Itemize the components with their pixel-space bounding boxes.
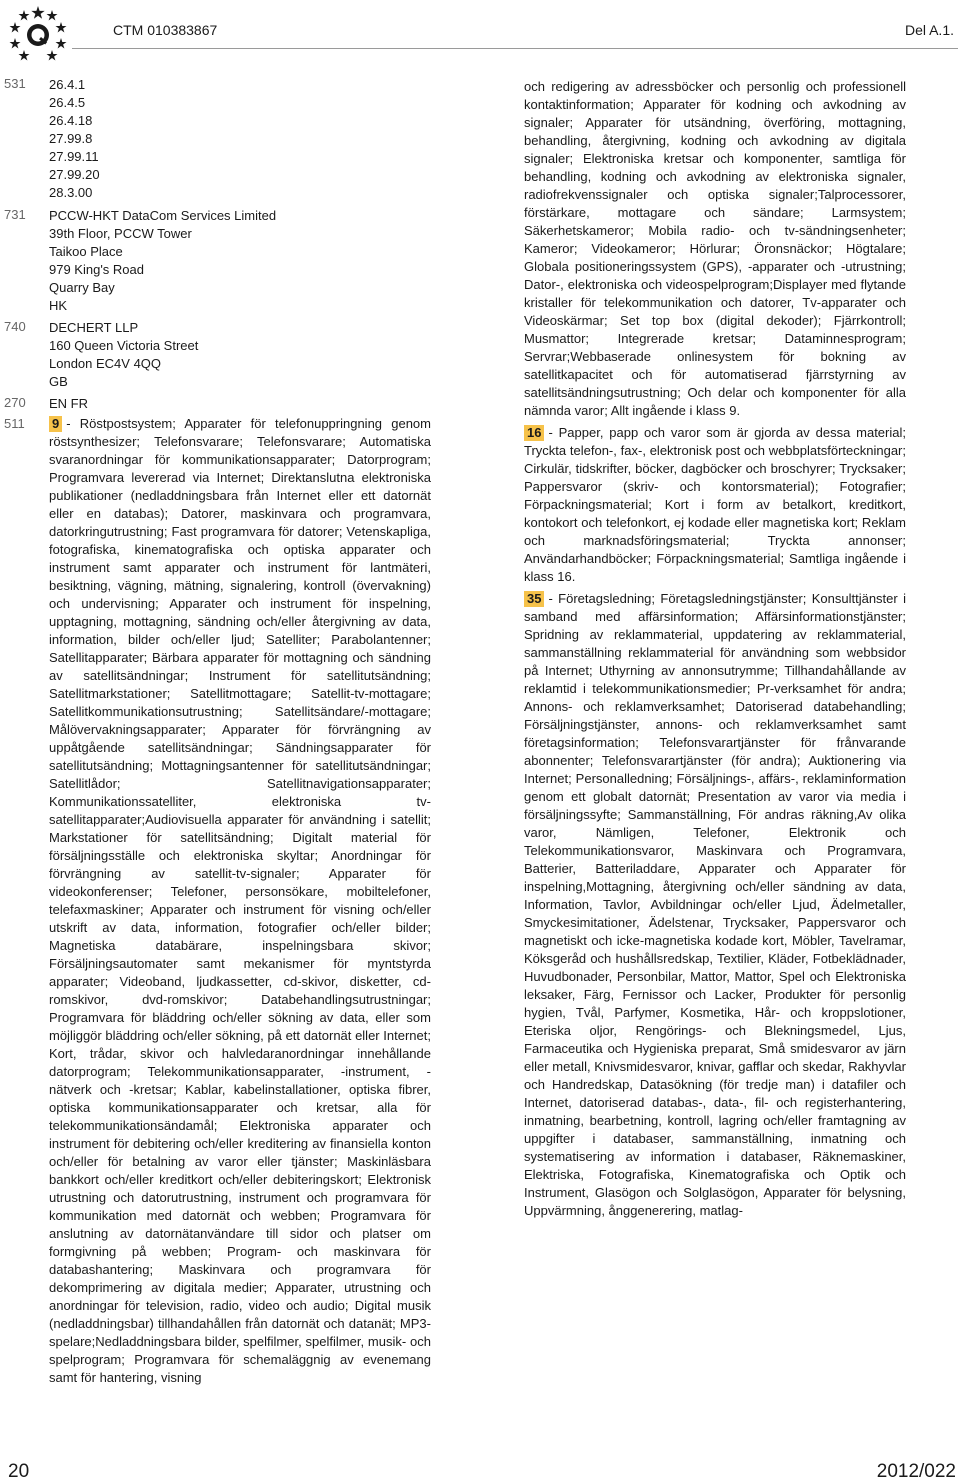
vienna-code: 26.4.1 [49,77,86,92]
class-description: - Företagsledning; Företagsledningstjänster; Konsulttjänster i samband med affärsinformation; Affärsinformationstjänster; Spridning av reklammaterial, uppdatering av reklammaterial, sammanställning reklammaterial för användning som webbsidor på Internet; Uthyrning av annonsutrymme; Tillhandahållande av reklamtid i telekommunikationsmedier; Pr-verksamhet för andra; Annons- och reklamverksamhet; Datoriserad databehandling; Försäljningstjänster, annons- och reklamverksamhet samt företagsinformation; Telefonsvarartjänster för frånvarande abonnenter; Telefonsvarartjänster (för andra); Auktionering via Internet; Personalledning; Försäljnings-, affärs-, reklaminformation genom ett globalt datornät; Presentation av varor via media i försäljningssyfte; Sammanställning, För andras räkning,Av olika varor, Nämligen, Telefoner, Elektronik och Telekommunikationsvaror, Maskinvara och Programvara, Batterier, Batteriladdare, Apparater och Apparater för inspelning,Mottagning, återgivning och/eller sändning av data, Information, Tavlor, Avbildningar och/eller Ljud, Ädelmetaller, Smyckesimitationer, Ädelstenar, Trycksaker, Pappersvaror och magnetiskt och icke-magnetiska kodade kort, Möbler, Tavelramar, Köksgeråd och hushållsredskap, Textilier, Kläder, Fotbeklädnader, Huvudbonader, Personbilar, Mattor, Mattor, Spel och Elektroniska leksaker, Färg, Fernissor och Lacker, Produkter för personlig hygien, Tvål, Parfymer, Kosmetika, Hår- och kroppslotioner, Eteriska oljor, Rengörings- och Blekningsmedel, Ljus, Farmaceutika och Hygieniska preparat, Små smidesvaror av järn eller metall, Knivsmidesvaror, knivar, gafflar och skedar, Rakhyvlar och Handredskap, Datasökning (för tredje man) i datafiler och Internet, datoriserad databas-, data-, fil- och registerhantering, inmatning, bearbetning, kontroll, lagring och/eller framtagning av uppgifter i databaser, sammanställning, inmatning och systematisering av information i databaser, Räknemaskiner, Elektriska, Fotografiska, Kinematografiska och Optik och Instrument, Glasögon och Solglasögon, Apparater för belysning, Uppvärmning, ånggenerering, matlag- [524,591,906,1218]
vienna-code: 26.4.18 [49,113,93,128]
representative-address [49,319,198,391]
owner-line: 39th Floor, PCCW Tower [49,226,192,241]
page-number: 20 [8,1461,30,1482]
field-code-740: 740 [4,319,26,334]
representative-line: 160 Queen Victoria Street [49,338,199,353]
representative-line: London EC4V 4QQ [49,356,162,371]
class-description: - Röstpostsystem; Apparater för telefonuppringning genom röstsynthesizer; Telefonsvarare; Telefonsvarare; Automatiska svaranordningar för kommunikationsapparater; Datorprogram; Programvara levererad via Internet; Direktanslutna elektroniska publikationer (nedladdningsbara från Internet eller ett datornät eller en databas); Datorer, maskinvara och programvara, datorkringutrustning; Fast programvara för datorer; Vetenskapliga, fotografiska, kinematografiska och optiska apparater och instrument samt apparater och instrument för lantmäteri, besiktning, vägning, mätning, signalering, kontroll (övervakning) och undervisning; Apparater och instrument för inspelning, upptagning, mottagning, sändning och/eller återgivning av data, information, bilder och/eller ljud; Satelliter; Parabolantenner; Satellitapparater; Bärbara apparater för mottagning och sändning av satellitsändningar; Instrument för satellitutsändning; Satellitmarkstationer; Satellitmottagare; Satellit-tv-mottagare; Satellitkommunikationsutrustning; Satellitsändare/-mottagare; Målövervakningsapparater; Apparater för förvrängning av uppåtgående satellitsändningar; Sändningsapparater för satellitutsändning; Mottagningsantenner för satellitutsändningar; Satellitlådor; Satellitnavigationsapparater; Kommunikationssatelliter, elektroniska tv-satellitapparater;Audiovisuella apparater för användning i satellit; Markstationer för satellitsändning; Digitalt material för försäljningsställe och elektroniska skyltar; Anordningar för förvrängning av satellit-tv-signaler; Apparater för videokonferenser; Telefoner, personsökare, mobiltelefoner, telefaxmaskiner; Apparater och instrument för visning och/eller utskrift av data, information, fotografier och/eller bilder; Magnetiska databärare, inspelningsbara skivor; Försäljningsautomater samt mekanismer för myntstyrda apparater; Videoband, ljudkassetter, cd-skivor, disketter, cd-romskivor, dvd-romskivor; Databehandlingsutrustningar; Programvara för bläddring och/eller sökning av data, eller som möjliggör bläddring och/eller sökning, på ett datornät eller Internet; Kort, trådar, skivor och halvledaranordningar innehållande datorprogram; Telekommunikationsapparater, -instrument, -nätverk och -kretsar; Kablar, kabelinstallationer, optiska fibrer, optiska kommunikationsapparater och kretsar, alla för telekommunikationsändamål; Elektroniska apparater och instrument för debitering och/eller kreditering av finansiella konton och/eller för betalning av varor eller tjänster; Maskinläsbara bankkort och/eller kreditkort och/eller debiteringskort; Elektronisk utrustning och datorutrustning, instrument och programvara för kommunikation med datornät och webben; Programvara för anslutning av datornätanvändare till sidor och platser om formgivning på webben; Program- och maskinvara för databashantering; Maskinvara och programvara för dekomprimering av digitala medier; Apparater, utrustning och anordningar för television, radio, video och audio; Digital musik (nedladdningsbar) tillhandahållen från datornät och datanät; MP3-spelare;Nedladdningsbara bilder, spelfilmer, spelfilmer, musik- och spelprogram; Programvara för schemaläggnig av evenemang samt för hantering, visning [49,416,431,1385]
field-code-731: 731 [4,207,26,222]
class-9-column-left [49,415,431,1391]
representative-line: DECHERT LLP [49,320,139,335]
class-description-continued: och redigering av adressböcker och personlig och professionell kontaktinformation; Apparater för kodning och avkodning av signaler; Apparater för utsändning, överföring, mottagning, behandling, återgivning, kodning och avkodning av digitala signaler; Elektroniska kretsar och komponenter, samtliga för behandling, kodning och avkodning av elektroniska signaler, radiofrekvenssignaler och optiska signaler;Talprocessorer, förstärkare, mottagare och sändare; Larmsystem; Säkerhetskameror; Mobila radio- och tv-sändningsenheter; Kameror; Videokameror; Hörlurar; Öronsnäckor; Högtalare; Globala positioneringssystem (GPS), -apparater och -utrustning; Dator-, elektroniska och videospelprogram;Displayer med flytande kristaller för telekommunikation och datorer, Tv-apparater och Videoskärmar; Set top box (digital dekoder); Fjärrkontroll; Musmattor; Integrerade kretsar; Dataminnesprogram; Servrar;Webbaserade onlinesystem för bokning av satellitkapacitet och för automatiserad fjärrstyrning av satellitsändningsutrustning; Och delar och komponenter för alla nämnda varor; Allt ingående i klass 9. [524,79,906,418]
part-label: Del A.1. [904,22,954,38]
owner-line: PCCW-HKT DataCom Services Limited [49,208,277,223]
owner-line: 979 King's Road [49,262,144,277]
vienna-code: 27.99.20 [49,167,100,182]
vienna-code: 27.99.11 [49,149,99,164]
owner-line: Quarry Bay [49,280,115,295]
field-code-531: 531 [4,76,26,91]
field-code-511: 511 [4,416,25,431]
class-paragraph [524,590,906,1220]
class-number-badge: 35 [524,591,544,607]
owner-address [49,207,276,315]
class-number-badge: 9 [49,416,62,432]
class-number-badge: 16 [524,425,544,441]
vienna-code: 26.4.5 [49,95,86,110]
vienna-code-list [49,76,100,202]
class-paragraph [49,415,431,1387]
euro-emblem-logo [8,4,68,64]
class-continuation [524,78,906,420]
owner-line: HK [49,298,68,313]
issue-number: 2012/022 [876,1461,956,1482]
vienna-code: 28.3.00 [49,185,93,200]
languages: EN FR [49,396,88,411]
representative-line: GB [49,374,68,389]
header-divider [72,48,958,49]
vienna-code: 27.99.8 [49,131,93,146]
class-column-right [524,78,906,1224]
class-paragraph [524,424,906,586]
class-description: - Papper, papp och varor som är gjorda av dessa material; Tryckta telefon-, fax-, elektronisk post och webbplatsförteckningar; Cirkulär, tidskrifter, böcker, dagböcker och broschyrer; Trycksaker; Pappersvaror (skriv- och kontorsmaterial); Fotografier; Förpackningsmaterial; Kort i form av betalkort, kreditkort, kontokort och telefonkort, ej kodade eller magnetiska kort; Reklam och marknadsföringsmaterial; Tryckta annonser; Användarhandböcker; Förpackningsmaterial; Samtliga ingående i klass 16. [524,425,906,584]
document-id: CTM 010383867 [113,22,218,38]
field-code-270: 270 [4,395,26,410]
owner-line: Taikoo Place [49,244,123,259]
